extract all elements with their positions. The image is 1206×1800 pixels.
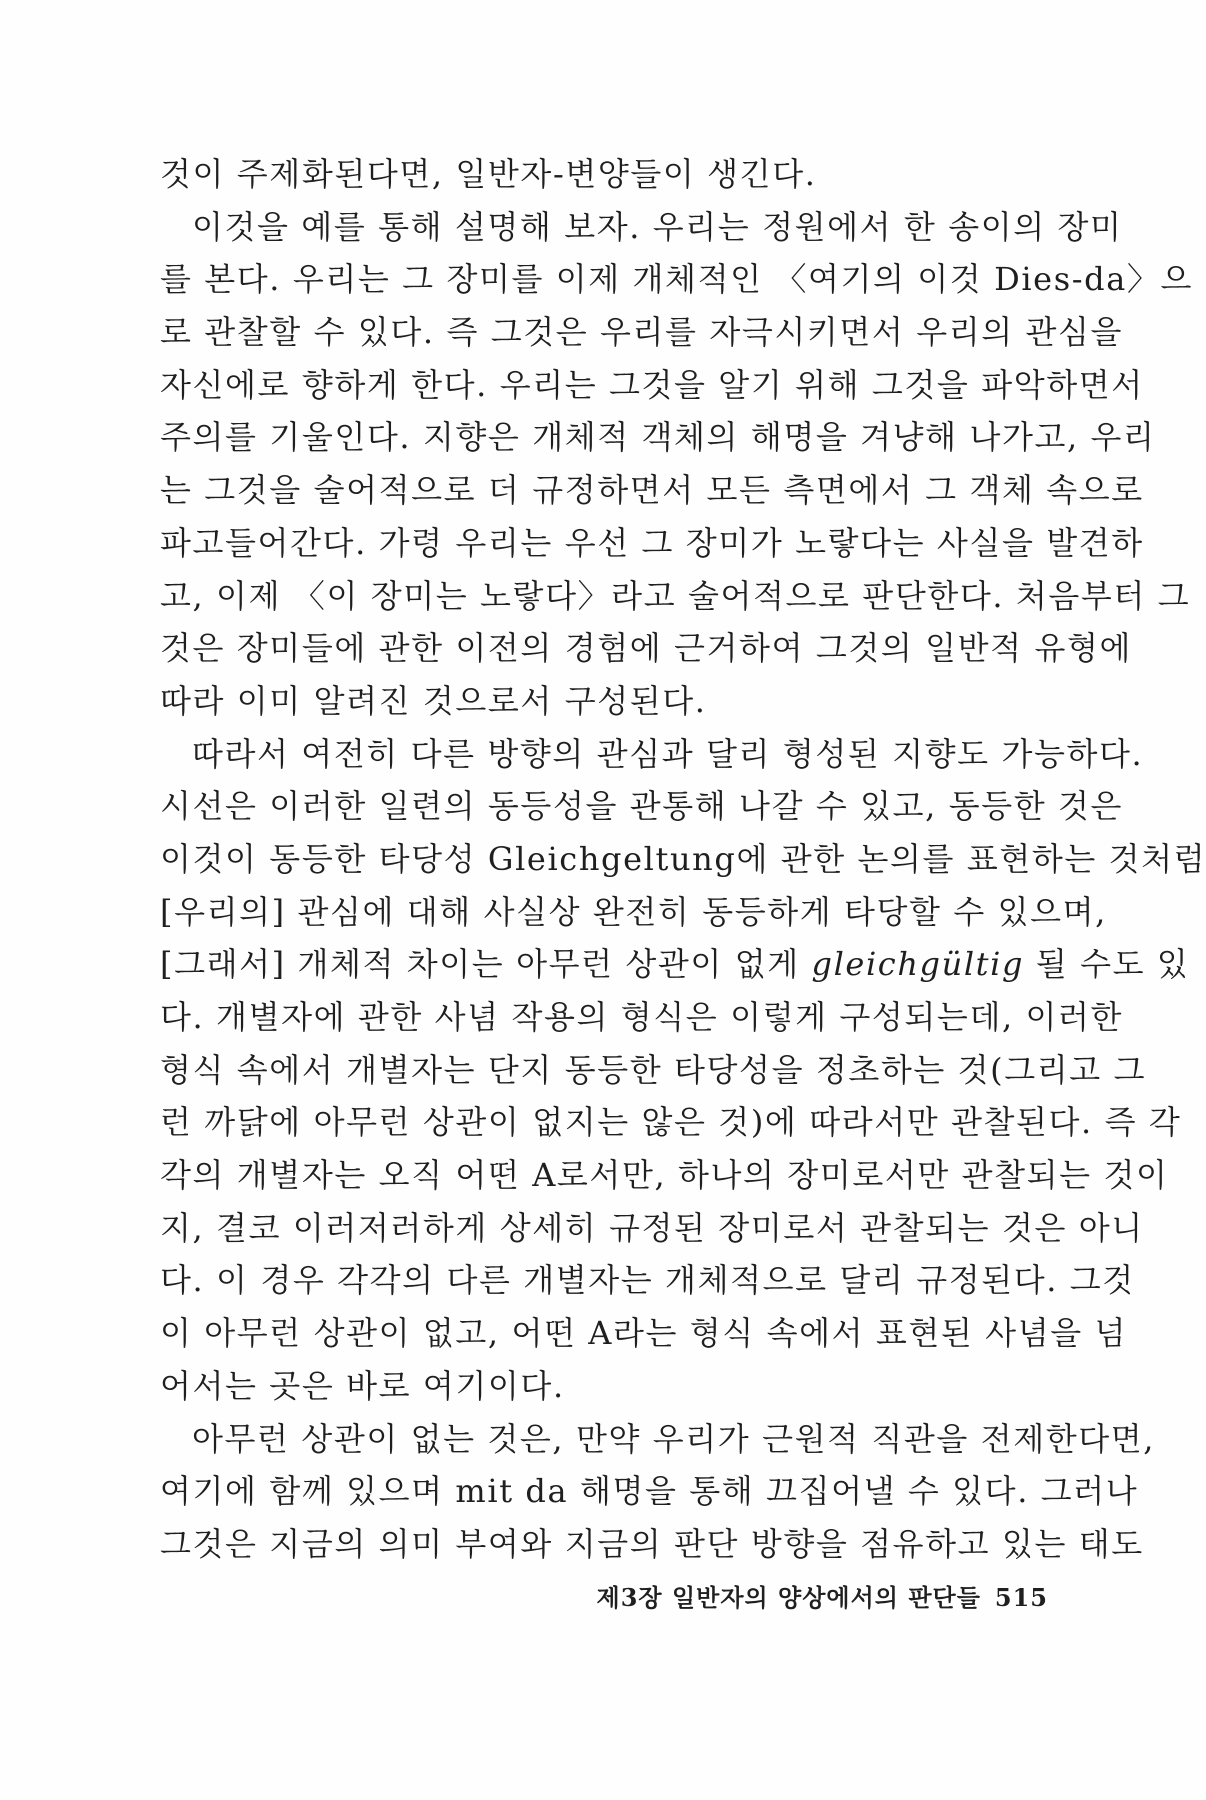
text-line: 주의를 기울인다. 지향은 개체적 객체의 해명을 겨냥해 나가고, 우리 bbox=[160, 418, 1156, 457]
text-line: 아무런 상관이 없는 것은, 만약 우리가 근원적 직관을 전제한다면, bbox=[192, 1419, 1156, 1458]
page-footer bbox=[560, 1578, 1048, 1613]
text-line: 고, 이제 〈이 장미는 노랗다〉라고 술어적으로 판단한다. 처음부터 그 bbox=[160, 576, 1191, 615]
text-line: 것은 장미들에 관한 이전의 경험에 근거하여 그것의 일반적 유형에 bbox=[160, 629, 1133, 668]
text-line: 그것은 지금의 의미 부여와 지금의 판단 방향을 점유하고 있는 태도 bbox=[160, 1524, 1144, 1563]
text-line: 를 본다. 우리는 그 장미를 이제 개체적인 〈여기의 이것 Dies-da〉으 bbox=[160, 260, 1194, 299]
text-line: 이것이 동등한 타당성 Gleichgeltung에 관한 논의를 표현하는 것처럼 bbox=[160, 839, 1206, 878]
text-line: 따라서 여전히 다른 방향의 관심과 달리 형성된 지향도 가능하다. bbox=[192, 734, 1144, 773]
text-line: 여기에 함께 있으며 mit da 해명을 통해 끄집어낼 수 있다. 그러나 bbox=[160, 1472, 1139, 1511]
text-segment: [그래서] 개체적 차이는 아무런 상관이 없게 bbox=[160, 945, 800, 984]
text-line: 다. 개별자에 관한 사념 작용의 형식은 이렇게 구성되는데, 이러한 bbox=[160, 998, 1124, 1036]
text-line: 따라 이미 알려진 것으로서 구성된다. bbox=[160, 681, 707, 720]
text-line: 형식 속에서 개별자는 단지 동등한 타당성을 정초하는 것(그리고 그 bbox=[160, 1050, 1147, 1089]
text-line: 다. 이 경우 각각의 다른 개별자는 개체적으로 달리 규정된다. 그것 bbox=[160, 1261, 1135, 1300]
text-line: 지, 결코 이러저러하게 상세히 규정된 장미로서 관찰되는 것은 아니 bbox=[160, 1208, 1144, 1247]
text-line bbox=[160, 938, 1190, 991]
text-line: 자신에로 향하게 한다. 우리는 그것을 알기 위해 그것을 파악하면서 bbox=[160, 365, 1144, 404]
text-line: 어서는 곳은 바로 여기이다. bbox=[160, 1366, 565, 1405]
running-head: 제3장 일반자의 양상에서의 판단들 bbox=[596, 1583, 981, 1612]
text-line: 는 그것을 술어적으로 더 규정하면서 모든 측면에서 그 객체 속으로 bbox=[160, 471, 1144, 510]
text-line: 각의 개별자는 오직 어떤 A로서만, 하나의 장미로서만 관찰되는 것이 bbox=[160, 1156, 1169, 1195]
text-segment: 될 수도 있 bbox=[1024, 945, 1190, 984]
text-line: 시선은 이러한 일련의 동등성을 관통해 나갈 수 있고, 동등한 것은 bbox=[160, 787, 1124, 826]
page-number: 515 bbox=[994, 1583, 1048, 1612]
text-line: 것이 주제화된다면, 일반자-변양들이 생긴다. bbox=[160, 155, 817, 193]
text-line: 런 까닭에 아무런 상관이 없지는 않은 것)에 따라서만 관찰된다. 즉 각 bbox=[160, 1103, 1182, 1142]
text-line: 로 관찰할 수 있다. 즉 그것은 우리를 자극시키면서 우리의 관심을 bbox=[160, 313, 1124, 352]
text-line: [우리의] 관심에 대해 사실상 완전히 동등하게 타당할 수 있으며, bbox=[160, 892, 1107, 931]
text-line: 이것을 예를 통해 설명해 보자. 우리는 정원에서 한 송이의 장미 bbox=[192, 207, 1123, 246]
italic-term: gleichgültig bbox=[811, 945, 1025, 984]
body-text bbox=[160, 148, 1206, 1571]
text-line: 이 아무런 상관이 없고, 어떤 A라는 형식 속에서 표현된 사념을 넘 bbox=[160, 1314, 1128, 1353]
text-line: 파고들어간다. 가령 우리는 우선 그 장미가 노랗다는 사실을 발견하 bbox=[160, 523, 1144, 562]
